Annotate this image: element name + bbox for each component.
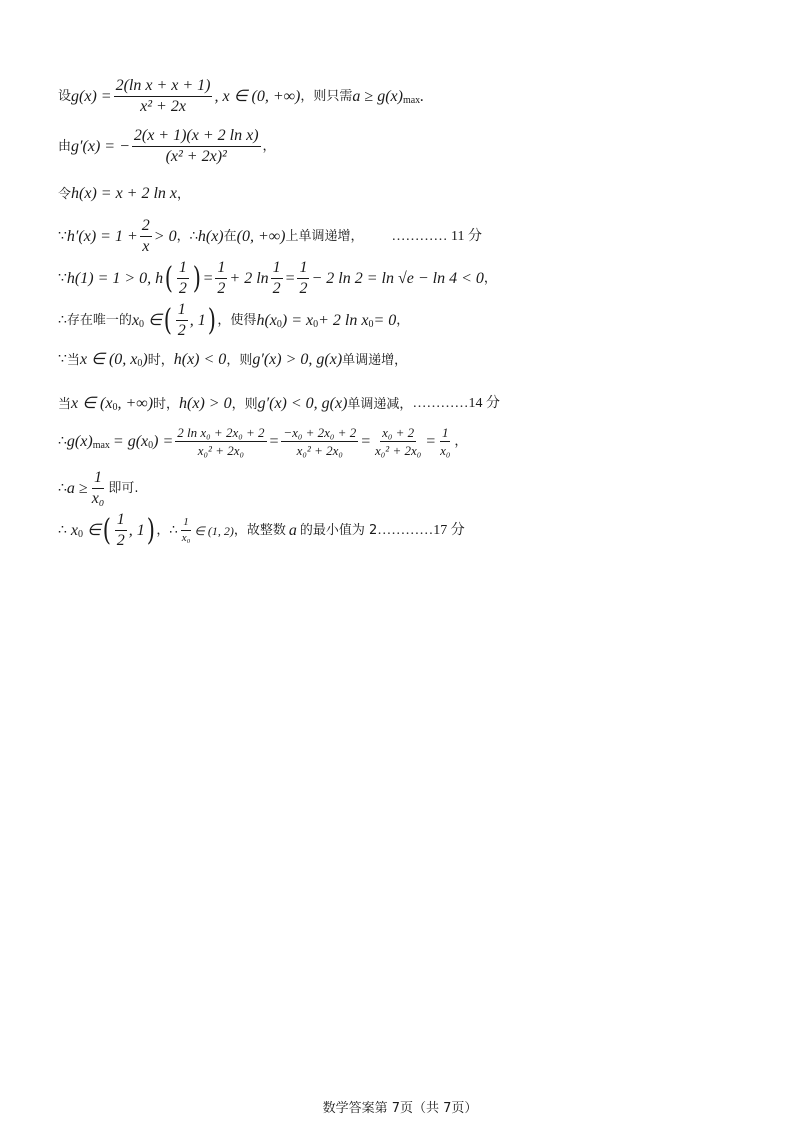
fraction-g-derivative: $\frac{\text{2(x + 1)(x + 2 ln x)}}{\text{(x² + 2x)²}}$ [133, 127, 259, 165]
line-decreasing: 当 x ∈ (x 0 , +∞) 时， h(x) > 0 ，则 g′(x) < 0, g(x) 单调递减， …………14 分 [58, 395, 500, 413]
fraction-1-over-x0-small: $\frac{1}{\text{x₀}}$ [181, 516, 191, 544]
score-17: …………17 分 [377, 522, 465, 538]
fraction-2-over-x: $\frac{2}{x}$ [141, 217, 150, 255]
line-define-g: 设 g(x) = $\frac{\text{2(ln x + x + 1)}}{\text{x² + 2x}}$ , x ∈ (0, +∞) ，则只需 a ≥ g(x) max . [58, 77, 425, 115]
line-derivative-g: 由 g′(x) = − $\frac{\text{2(x + 1)(x + 2 ln x)}}{\text{(x² + 2x)²}}$ ， [58, 127, 276, 165]
line-g-max: ∴ g(x) max = g(x 0 ) = $\frac{\text{2 ln x₀ + 2x₀ + 2}}{\text{x₀² + 2x₀}}$ = $\frac{\text{−x₀ + 2x₀ + 2}}{\text{x₀² + 2x₀}}$ = $\frac{\text{x₀ + 2}}{\text{x₀² + 2x₀}}$ = $\frac{1}{\text{x₀}}$ ， [58, 425, 468, 458]
line-h-prime: ∵ h′(x) = 1 + $\frac{2}{x}$ > 0 ，∴ h(x) 在 (0, +∞) 上单调递增， ………… 11 分 [58, 217, 482, 255]
score-11: ………… 11 分 [391, 228, 482, 244]
line-a-condition: ∴ a ≥ $\frac{1}{\text{x₀}}$ 即可. [58, 469, 139, 507]
fraction-half-interval: $\frac{1}{2}$ [177, 301, 186, 339]
fraction-half-1: $\frac{1}{2}$ [217, 259, 226, 297]
fraction-g-definition: $\frac{\text{2(ln x + x + 1)}}{\text{x² + 2x}}$ [115, 77, 211, 115]
fraction-gmax-1: $\frac{\text{2 ln x₀ + 2x₀ + 2}}{\text{x₀² + 2x₀}}$ [177, 425, 265, 458]
fraction-1-over-x0: $\frac{1}{\text{x₀}}$ [91, 469, 105, 507]
line-increasing: ∵ 当 x ∈ (0, x 0 ) 时， h(x) < 0 ，则 g′(x) > 0, g(x) 单调递增， [58, 351, 408, 369]
fraction-half-interval-2: $\frac{1}{2}$ [116, 511, 125, 549]
score-14: …………14 分 [412, 396, 500, 411]
fraction-gmax-2: $\frac{\text{−x₀ + 2x₀ + 2}}{\text{x₀² + 2x₀}}$ [283, 425, 357, 458]
fraction-gmax-4: $\frac{1}{\text{x₀}}$ [440, 425, 451, 458]
fraction-half-arg: $\frac{1}{2}$ [178, 259, 187, 297]
page-footer: 数学答案第 7页（共 7页） [322, 1101, 478, 1116]
line-h-values: ∵ h(1) = 1 > 0, h ( $\frac{1}{2}$ ) = $\frac{1}{2}$ + 2 ln $\frac{1}{2}$ = $\frac{1}{2}$ − 2 ln 2 = ln √e − ln 4 < 0 ， [58, 259, 497, 297]
line-conclusion: ∴ x 0 ∈ ( $\frac{1}{2}$ , 1 ) ，∴ $\frac{1}{\text{x₀}}$ ∈ (1, 2) ，故整数 a 的最小值为 2 …………17 分 [58, 511, 465, 549]
fraction-half-3: $\frac{1}{2}$ [299, 259, 308, 297]
line-unique-x0: ∴ 存在唯一的 x 0 ∈ ( $\frac{1}{2}$ , 1 ) ，使得 h(x 0 ) = x 0 + 2 ln x 0 = 0 ， [58, 301, 410, 339]
fraction-gmax-3: $\frac{\text{x₀ + 2}}{\text{x₀² + 2x₀}}$ [375, 425, 422, 458]
line-define-h: 令 h(x) = x + 2 ln x ， [58, 185, 191, 202]
fraction-half-2: $\frac{1}{2}$ [272, 259, 281, 297]
